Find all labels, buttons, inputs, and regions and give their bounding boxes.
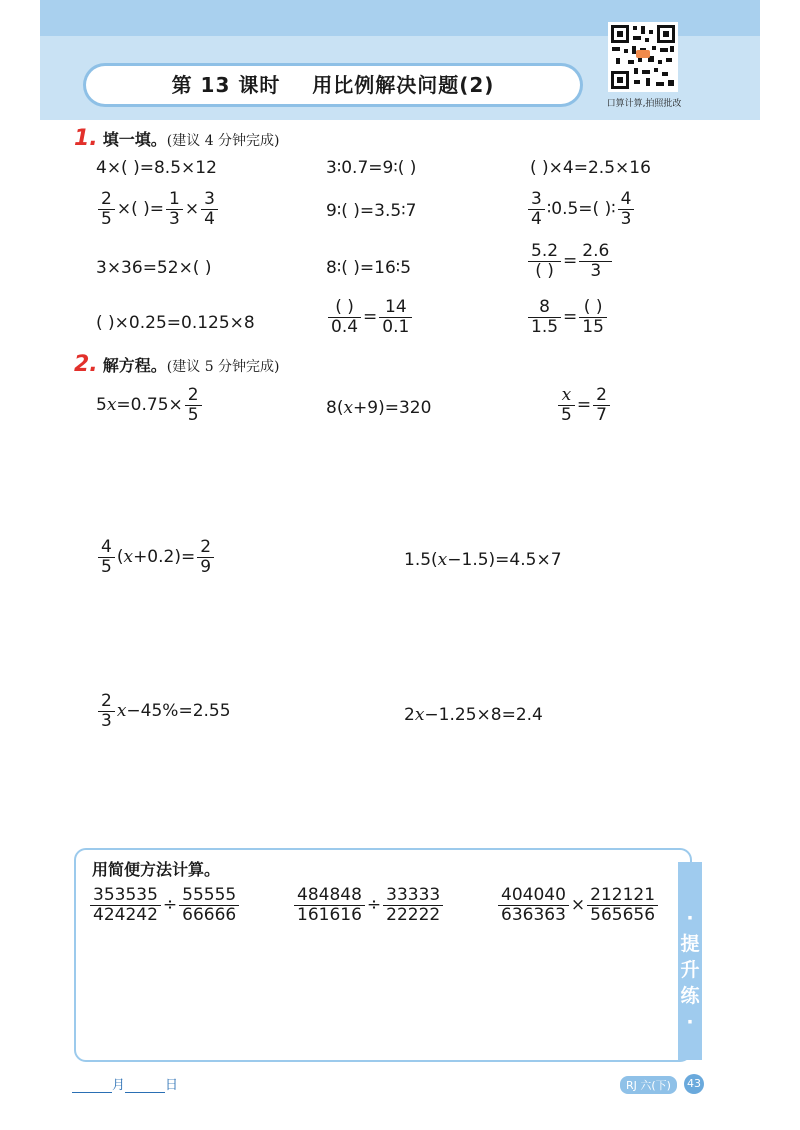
fraction: $\frac{3}{4}$: [528, 190, 545, 228]
equation-5[interactable]: 1.5(x−1.5)=4.5×7: [404, 550, 562, 570]
fill-item-11[interactable]: $\frac{( )}{0.4}$ = $\frac{14}{0.1}$: [326, 298, 414, 336]
bonus-box: [74, 848, 692, 1062]
section1-number: 1.: [74, 126, 98, 151]
fraction: $\frac{8}{1.5}$: [528, 298, 561, 336]
fraction: $\frac{33333}{22222}$: [383, 886, 443, 924]
day-blank: [125, 1080, 165, 1093]
qr-caption: 口算计算,拍照批改: [606, 99, 682, 109]
fraction: $\frac{4}{3}$: [618, 190, 635, 228]
fill-item-9[interactable]: $\frac{5.2}{( )}$ = $\frac{2.6}{3}$: [526, 242, 614, 280]
day-label: 日: [165, 1078, 179, 1093]
fraction: $\frac{2}{7}$: [593, 386, 610, 424]
equation-7[interactable]: 2x−1.25×8=2.4: [404, 705, 543, 725]
fraction: $\frac{484848}{161616}$: [294, 886, 365, 924]
fraction: $\frac{14}{0.1}$: [379, 298, 412, 336]
lesson-topic: 用比例解决问题(2): [312, 73, 495, 97]
fill-item-6[interactable]: $\frac{3}{4}$ ∶0.5=( )∶ $\frac{4}{3}$: [526, 190, 636, 228]
fill-item-3[interactable]: ( )×4=2.5×16: [530, 158, 651, 178]
fraction: $\frac{( )}{0.4}$: [328, 298, 361, 336]
fraction: $\frac{2}{5}$: [185, 386, 202, 424]
bonus-title: 用简便方法计算。: [92, 860, 221, 879]
section2-heading: [74, 352, 280, 377]
equation-4[interactable]: $\frac{4}{5}$ (x+0.2)= $\frac{2}{9}$: [96, 538, 216, 576]
fraction: $\frac{x}{5}$: [558, 386, 575, 424]
fraction: $\frac{2}{9}$: [197, 538, 214, 576]
fill-item-8[interactable]: 8∶( )=16∶5: [326, 258, 412, 278]
fraction: $\frac{212121}{565656}$: [587, 886, 658, 924]
fraction: $\frac{( )}{15}$: [579, 298, 607, 336]
fill-item-12[interactable]: $\frac{8}{1.5}$ = $\frac{( )}{15}$: [526, 298, 609, 336]
fraction: $\frac{2.6}{3}$: [579, 242, 612, 280]
equation-1[interactable]: 5x=0.75× $\frac{2}{5}$: [96, 386, 204, 424]
fraction: $\frac{3}{4}$: [201, 190, 218, 228]
section1-hint: (建议 4 分钟完成): [166, 133, 280, 149]
section2-hint: (建议 5 分钟完成): [166, 359, 280, 375]
page-number: 43: [684, 1074, 704, 1094]
fraction: $\frac{2}{5}$: [98, 190, 115, 228]
month-label: 月: [112, 1078, 126, 1093]
fill-item-10[interactable]: ( )×0.25=0.125×8: [96, 313, 255, 333]
section2-title: 解方程。: [102, 356, 167, 375]
fraction: $\frac{55555}{66666}$: [179, 886, 239, 924]
bonus-calc-1[interactable]: $\frac{353535}{424242}$ ÷ $\frac{55555}{66666}$: [88, 886, 241, 924]
equation-2[interactable]: 8(x+9)=320: [326, 398, 432, 418]
section1-heading: [74, 126, 280, 151]
section1-title: 填一填。: [102, 130, 167, 149]
equation-3[interactable]: $\frac{x}{5}$ = $\frac{2}{7}$: [556, 386, 612, 424]
fill-item-2[interactable]: 3∶0.7=9∶( ): [326, 158, 417, 178]
bonus-tab-label: ·提升练·: [680, 907, 700, 1033]
fill-item-7[interactable]: 3×36=52×( ): [96, 258, 212, 278]
equation-6[interactable]: $\frac{2}{3}$ x−45%=2.55: [96, 692, 231, 730]
book-tag: RJ 六(下): [620, 1076, 677, 1094]
section2-number: 2.: [74, 352, 98, 377]
bonus-calc-2[interactable]: $\frac{484848}{161616}$ ÷ $\frac{33333}{22222}$: [292, 886, 445, 924]
fraction: $\frac{2}{3}$: [98, 692, 115, 730]
fraction: $\frac{353535}{424242}$: [90, 886, 161, 924]
month-blank: [72, 1080, 112, 1093]
fill-item-5[interactable]: 9∶( )=3.5∶7: [326, 201, 417, 221]
fraction: $\frac{1}{3}$: [166, 190, 183, 228]
date-line[interactable]: [72, 1074, 178, 1093]
lesson-title: [86, 66, 580, 104]
lesson-number: 第 13 课时: [171, 73, 281, 97]
fill-item-4[interactable]: $\frac{2}{5}$ ×( )= $\frac{1}{3}$ × $\frac{3}{4}$: [96, 190, 220, 228]
qr-code-icon[interactable]: [608, 22, 678, 92]
fraction: $\frac{4}{5}$: [98, 538, 115, 576]
bonus-calc-3[interactable]: $\frac{404040}{636363}$ × $\frac{212121}{565656}$: [496, 886, 660, 924]
fraction: $\frac{5.2}{( )}$: [528, 242, 561, 280]
fraction: $\frac{404040}{636363}$: [498, 886, 569, 924]
fill-item-1[interactable]: 4×( )=8.5×12: [96, 158, 217, 178]
